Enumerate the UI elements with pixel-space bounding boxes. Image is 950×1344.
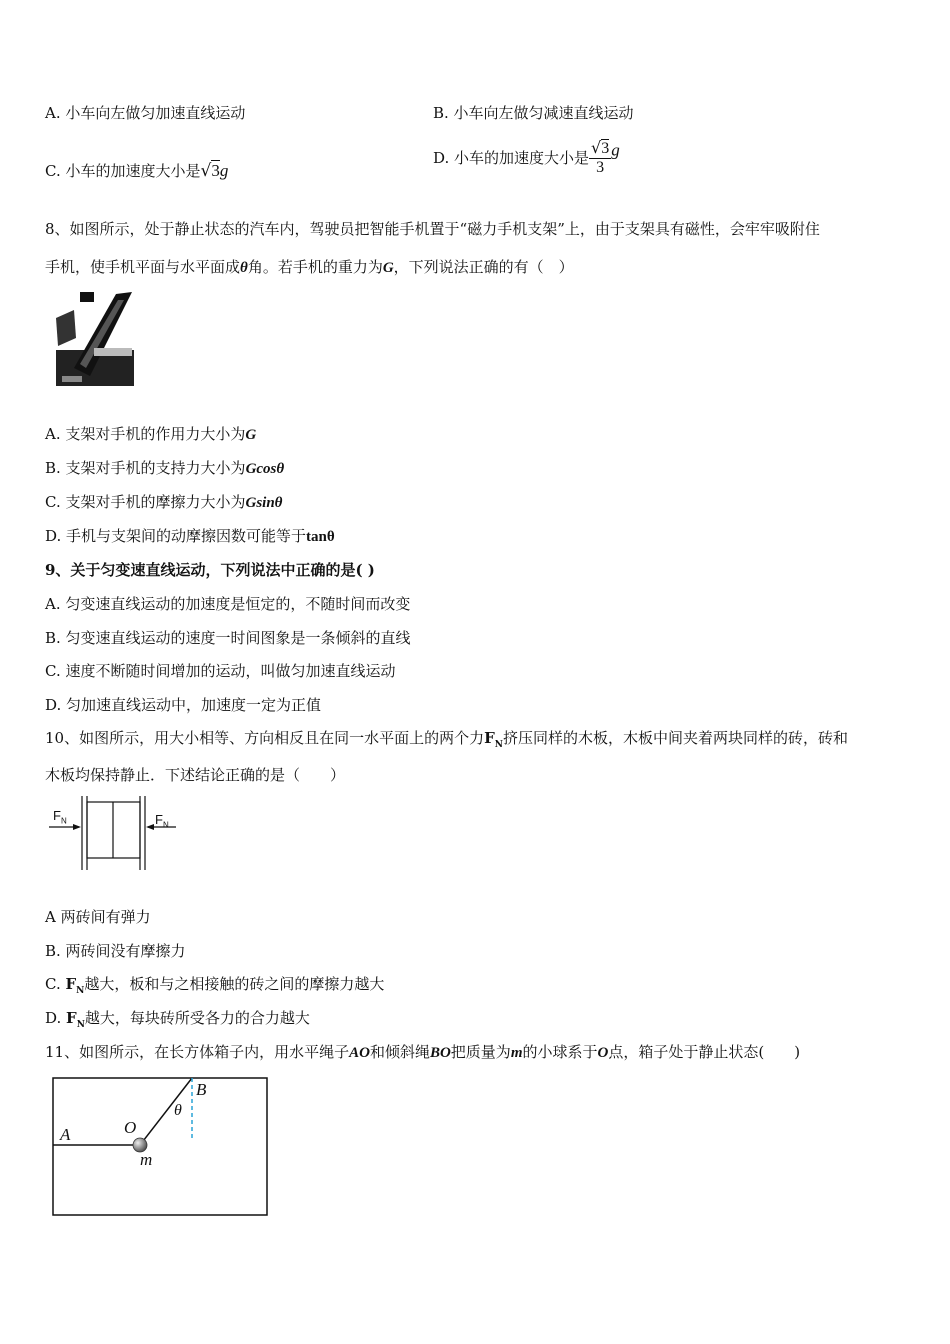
q11-stem: 11、如图所示，在长方体箱子内，用水平绳子AO和倾斜绳BO把质量为m的小球系于O点，箱子处于静止状态( ) bbox=[45, 1043, 801, 1061]
label-b: B bbox=[196, 1080, 207, 1099]
q8-option-b: B. 支架对手机的支持力大小为Gcosθ bbox=[45, 459, 285, 477]
q8-option-d: D. 手机与支架间的动摩擦因数可能等于tanθ bbox=[45, 527, 335, 545]
q9-option-c: C. 速度不断随时间增加的运动，叫做匀加速直线运动 bbox=[45, 662, 396, 680]
q10-option-a: A 两砖间有弹力 bbox=[45, 908, 151, 926]
label-a: A bbox=[60, 1125, 71, 1144]
phone-holder-figure bbox=[54, 288, 136, 388]
q7-option-b: B. 小车向左做匀减速直线运动 bbox=[433, 104, 634, 122]
sqrt-symbol: √ bbox=[200, 161, 212, 181]
q9-stem: 9、关于匀变速直线运动，下列说法中正确的是( ) bbox=[45, 561, 375, 579]
q9-option-a: A. 匀变速直线运动的加速度是恒定的，不随时间而改变 bbox=[45, 595, 411, 613]
q9-option-b: B. 匀变速直线运动的速度一时间图象是一条倾斜的直线 bbox=[45, 629, 411, 647]
q10-option-b: B. 两砖间没有摩擦力 bbox=[45, 942, 186, 960]
force-label-right: $F_N$ bbox=[155, 812, 169, 830]
q7-option-c: C. 小车的加速度大小是√3g bbox=[45, 161, 229, 181]
q10-stem-line1: 10、如图所示，用大小相等、方向相反且在同一水平面上的两个力$F_N$挤压同样的木板，木板中间夹着两块同样的砖，砖和 bbox=[45, 729, 848, 750]
fraction: $\frac{√3}{3}$ bbox=[591, 138, 610, 176]
brick-board-figure bbox=[45, 794, 180, 872]
q7-option-a: A. 小车向左做匀加速直线运动 bbox=[45, 104, 246, 122]
q8-stem-line2: 手机，使手机平面与水平面成θ角。若手机的重力为G，下列说法正确的有（ ） bbox=[45, 258, 574, 276]
label-o: O bbox=[124, 1118, 137, 1137]
q10-stem-line2: 木板均保持静止．下述结论正确的是（ ） bbox=[45, 766, 346, 784]
q9-option-d: D. 匀加速直线运动中，加速度一定为正值 bbox=[45, 696, 322, 714]
q10-option-d: D. $F_N$越大，每块砖所受各力的合力越大 bbox=[45, 1009, 310, 1030]
q10-option-c: C. $F_N$越大，板和与之相接触的砖之间的摩擦力越大 bbox=[45, 975, 385, 996]
q8-option-c: C. 支架对手机的摩擦力大小为Gsinθ bbox=[45, 493, 283, 511]
label-theta: θ bbox=[174, 1102, 182, 1119]
q7-option-d: D. 小车的加速度大小是 $\frac{√3}{3}$ g bbox=[433, 138, 620, 176]
box-ball-figure bbox=[50, 1076, 270, 1218]
force-label-left: $F_N$ bbox=[53, 808, 67, 826]
q8-stem-line1: 8、如图所示，处于静止状态的汽车内，驾驶员把智能手机置于“磁力手机支架”上，由于支架具有磁性，会牢牢吸附住 bbox=[45, 220, 820, 238]
label-m: m bbox=[140, 1150, 153, 1169]
q8-option-a: A. 支架对手机的作用力大小为G bbox=[45, 425, 257, 443]
